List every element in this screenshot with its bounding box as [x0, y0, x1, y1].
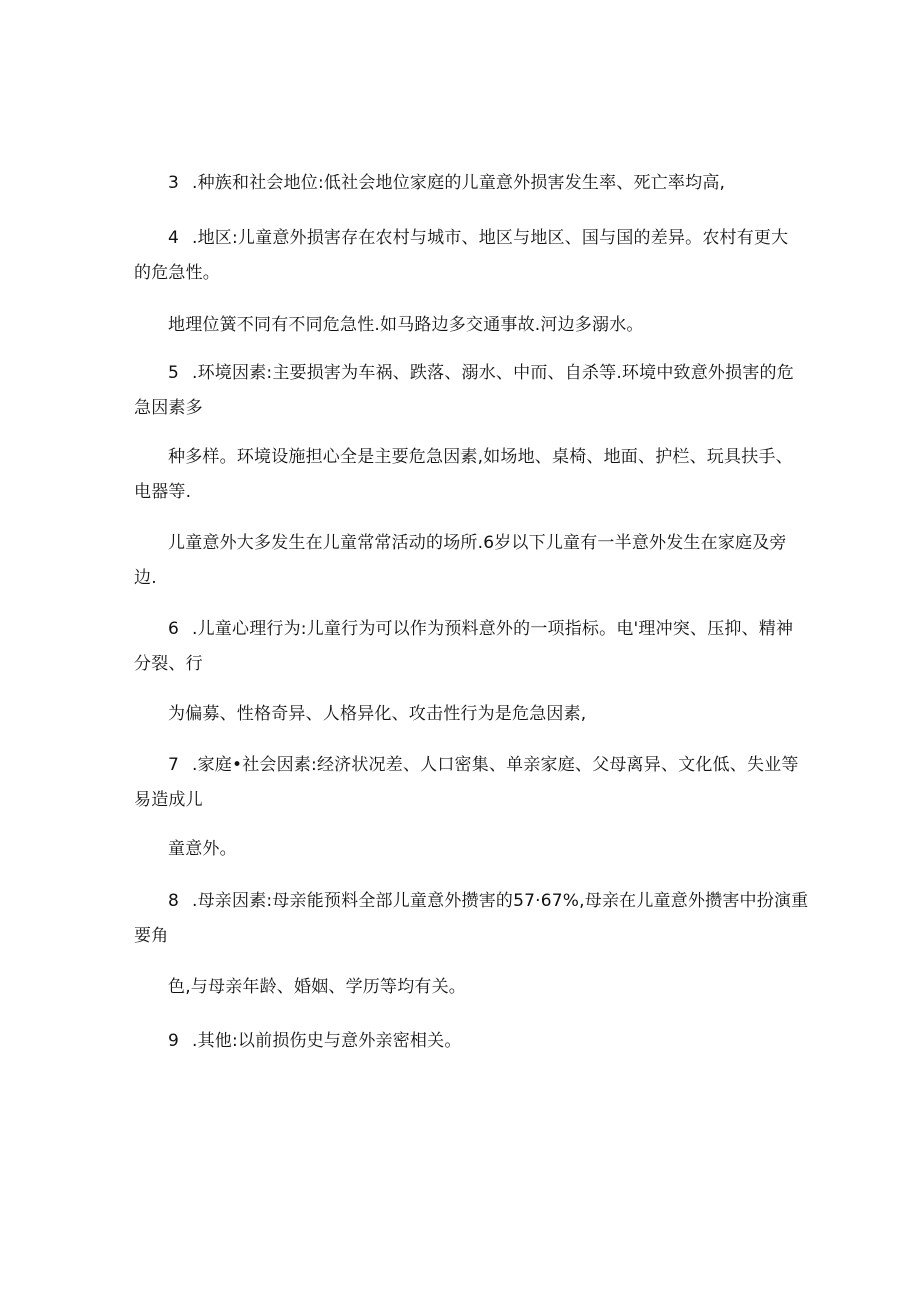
item-6-continuation: 分裂、行	[134, 654, 203, 674]
paragraph-behavior: 为偏募、性格奇异、人格异化、攻击性行为是危急因素,	[168, 704, 587, 724]
paragraph-geography: 地理位簧不同有不同危急性.如马路边多交通事故.河边多溺水。	[168, 315, 644, 335]
paragraph-activity-places: 儿童意外大多发生在儿童常常活动的场所.6岁以下儿童有一半意外发生在家庭及旁	[168, 533, 787, 553]
item-7: 7 .家庭•社会因素:经济状况差、人口密集、单亲家庭、父母离异、文化低、失业等	[168, 755, 799, 775]
item-6: 6 .儿童心理行为:儿童行为可以作为预料意外的一项指标。电'理冲突、压抑、精神	[168, 619, 794, 639]
paragraph-child-accident: 童意外。	[168, 839, 237, 859]
item-7-continuation: 易造成儿	[134, 790, 203, 810]
item-3: 3 .种族和社会地位:低社会地位家庭的儿童意外损害发生率、死亡率均高,	[168, 173, 726, 193]
item-5-continuation: 急因素多	[134, 398, 203, 418]
item-8-continuation: 要角	[134, 926, 169, 946]
item-9: 9 .其他:以前损伤史与意外亲密相关。	[168, 1031, 462, 1051]
item-4-continuation: 的危急性。	[134, 263, 220, 283]
paragraph-environment: 种多样。环境设施担心全是主要危急因素,如场地、桌椅、地面、护栏、玩具扶手、	[168, 447, 793, 467]
item-8: 8 .母亲因素:母亲能预料全部儿童意外攒害的57·67%,母亲在儿童意外攒害中扮演重	[168, 891, 809, 911]
paragraph-environment-continuation: 电器等.	[134, 482, 192, 502]
paragraph-mother-role: 色,与母亲年龄、婚姻、学历等均有关。	[168, 977, 467, 997]
paragraph-activity-places-continuation: 边.	[134, 568, 157, 588]
item-4: 4 .地区:儿童意外损害存在农村与城市、地区与地区、国与国的差异。农村有更大	[168, 228, 789, 248]
item-5: 5 .环境因素:主要损害为车祸、跌落、溺水、中而、自杀等.环境中致意外损害的危	[168, 363, 794, 383]
